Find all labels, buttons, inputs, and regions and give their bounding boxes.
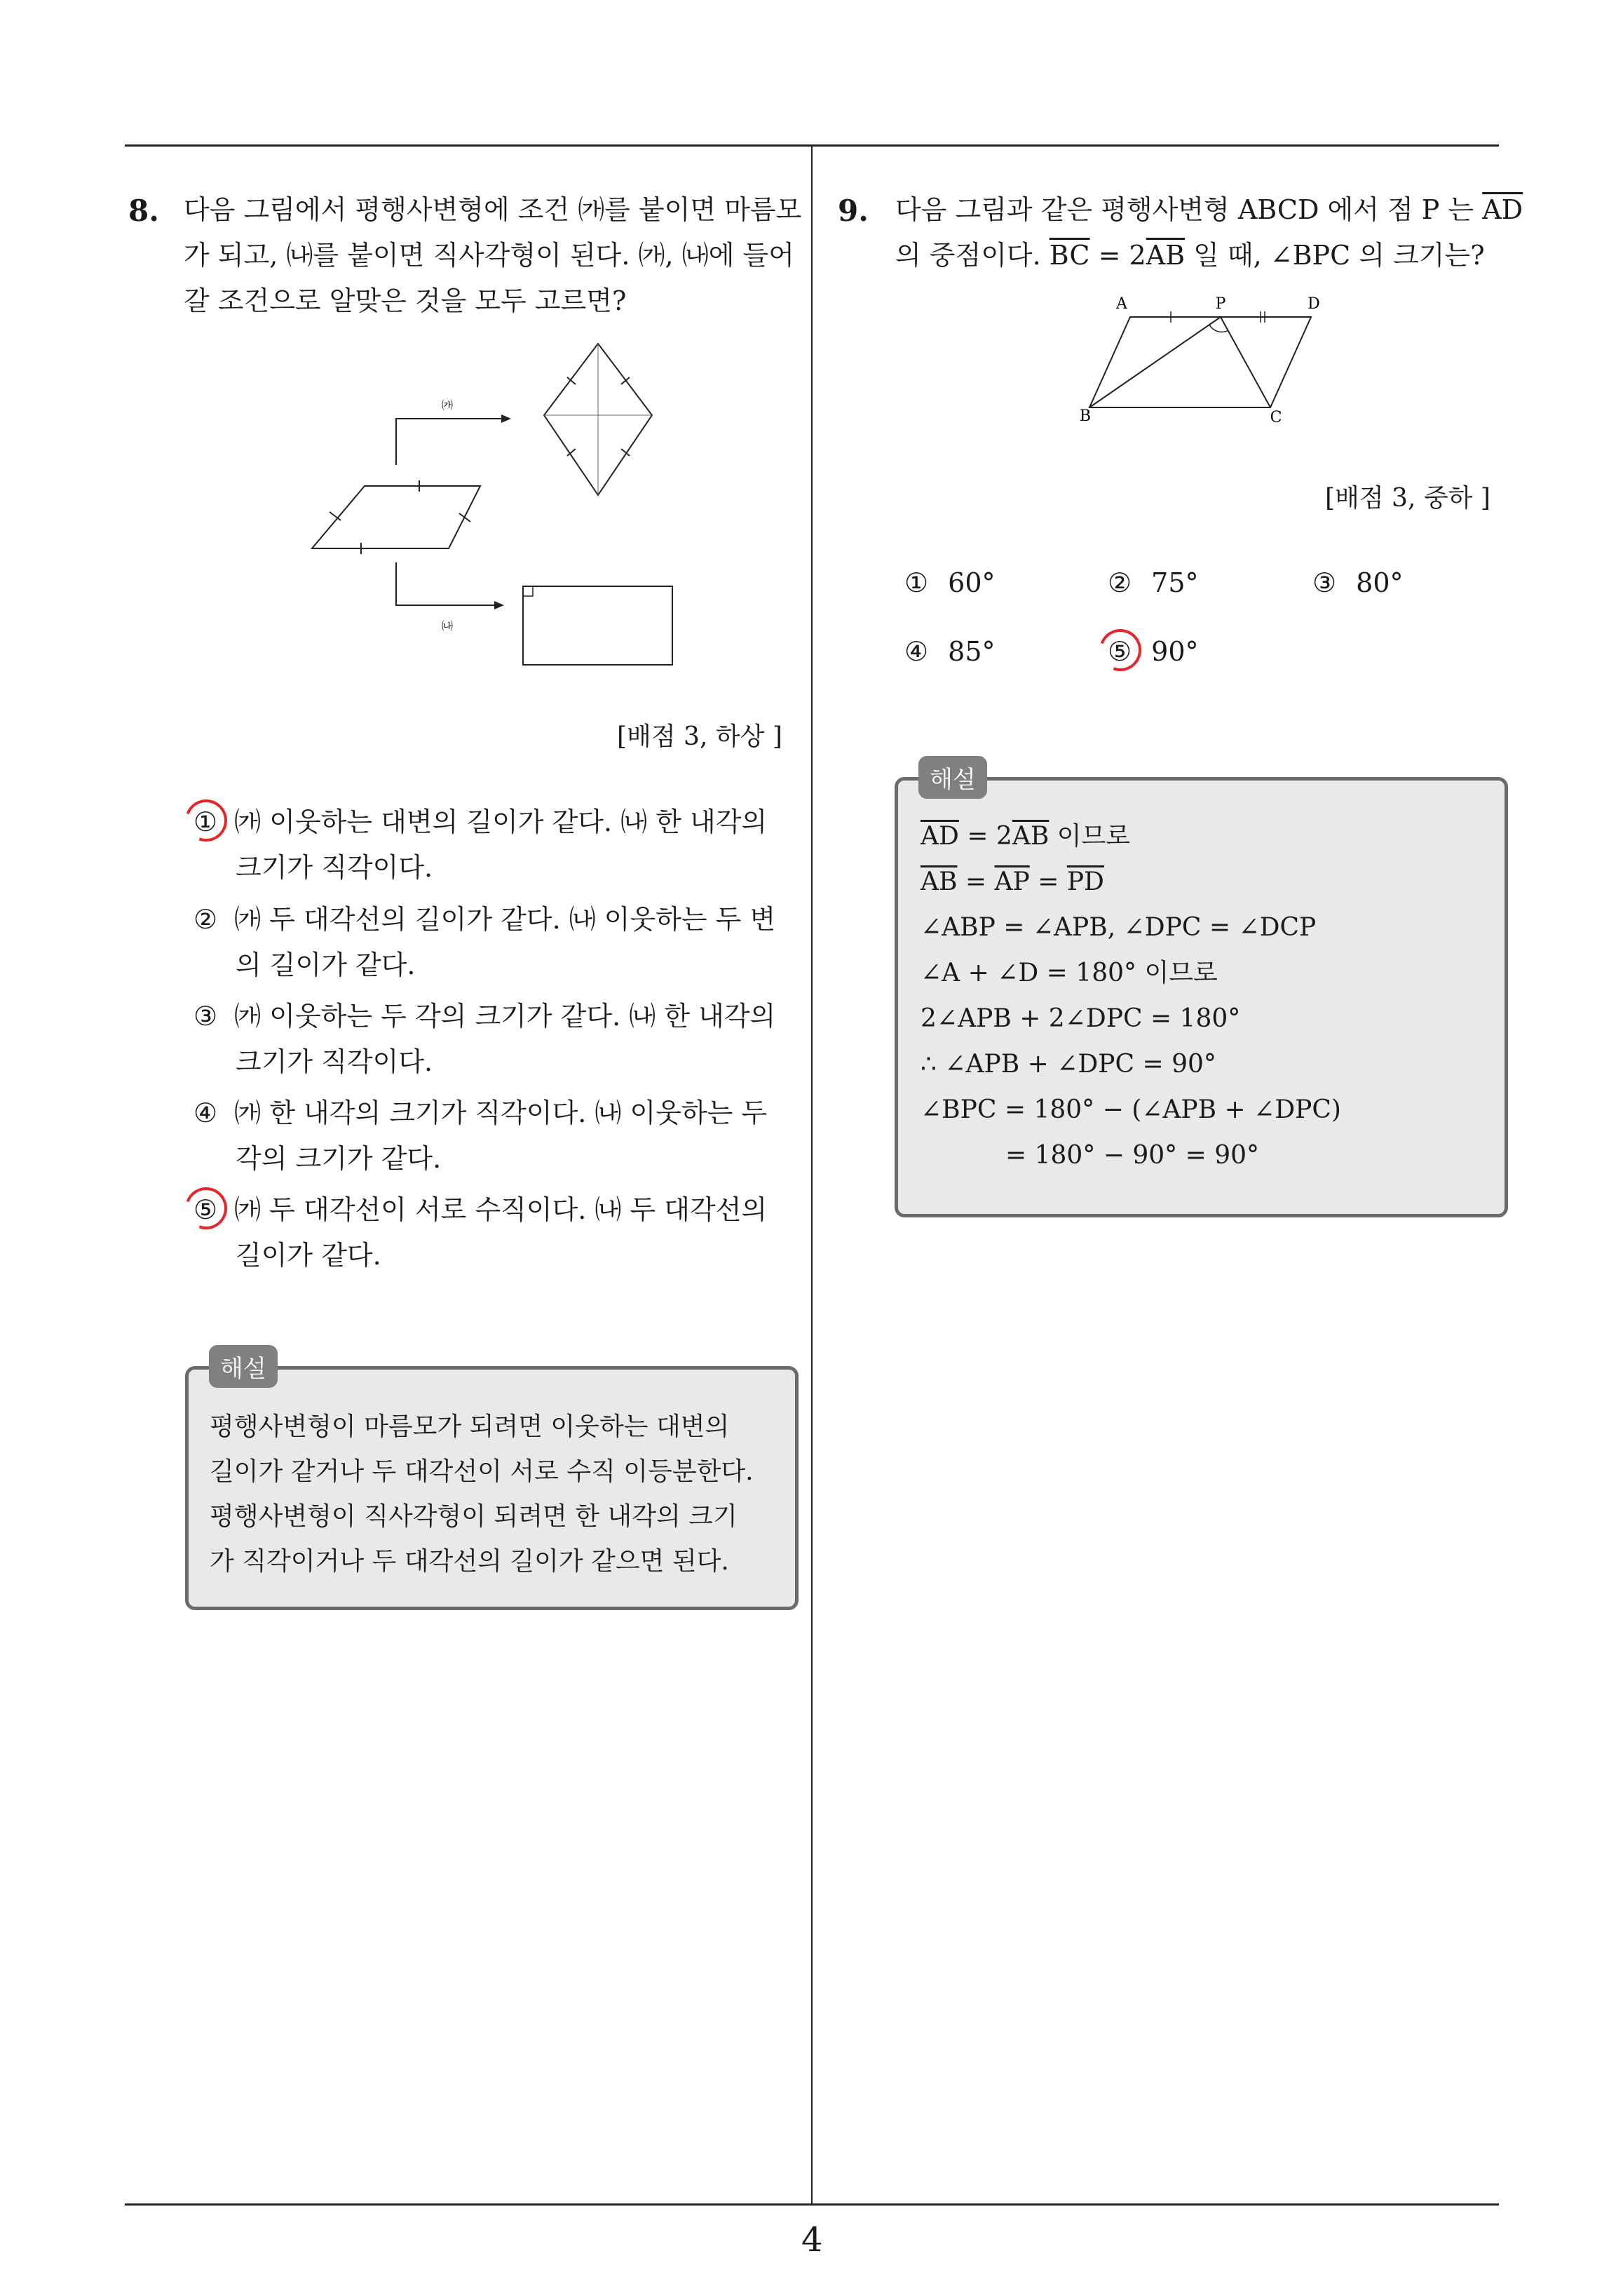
right-angle-mark — [523, 586, 533, 596]
vertex-c: C — [1270, 409, 1282, 426]
q8-score: [배점 3, 하상 ] — [617, 722, 782, 751]
tick-mark — [459, 513, 470, 522]
selected-answer-mark — [178, 792, 234, 849]
q8-option-2[interactable] — [193, 906, 775, 933]
option-value: 80° — [1356, 567, 1404, 598]
arrow-na — [396, 562, 496, 605]
q9-text-part: 의 중점이다. — [895, 240, 1050, 271]
q8-text-line-3: 갈 조건으로 알맞은 것을 모두 고르면? — [184, 285, 627, 316]
bottom-rule — [125, 2203, 1499, 2206]
segment-pd: $\overline{PD}$ — [1066, 867, 1104, 896]
q8-option-4[interactable] — [193, 1100, 767, 1126]
q9-option-4[interactable] — [904, 638, 996, 665]
segment-ap: $\overline{AP}$ — [994, 867, 1030, 896]
q8-number: 8. — [128, 194, 159, 228]
q9-solution-line-3: ∠ABP = ∠APB, ∠DPC = ∠DCP — [921, 913, 1317, 942]
q8-figure — [301, 337, 694, 680]
option-value: 75° — [1151, 567, 1199, 598]
option-number: ④ — [904, 636, 929, 667]
q8-option-1[interactable] — [193, 806, 768, 837]
vertex-b: B — [1079, 407, 1092, 425]
selected-answer-mark — [178, 1180, 234, 1236]
q9-solution-line-5: 2∠APB + 2∠DPC = 180° — [921, 1004, 1241, 1033]
label-ga: ㈎ — [441, 398, 454, 412]
column-divider — [811, 144, 813, 2205]
solution-text: 이므로 — [1049, 822, 1131, 851]
q9-option-1[interactable] — [904, 569, 996, 596]
label-na: ㈏ — [441, 619, 454, 633]
option-number: ① — [193, 806, 218, 837]
segment-ad: $\overline{AD}$ — [921, 822, 959, 851]
arrowhead-icon — [501, 414, 511, 423]
q9-number: 9. — [838, 194, 869, 228]
solution-text: = — [957, 867, 995, 896]
option-text: ㈎ 이웃하는 대변의 길이가 같다. ㈏ 한 내각의 — [234, 806, 768, 837]
q9-solution-line-1 — [921, 824, 1130, 849]
q9-solution-box — [895, 777, 1508, 1217]
option-number: ③ — [193, 1001, 218, 1032]
q8-solution-line-1: 평행사변형이 마름모가 되려면 이웃하는 대변의 — [210, 1412, 730, 1441]
q9-text-part: = 2 — [1089, 240, 1146, 271]
segment-ab: $\overline{AB}$ — [1146, 240, 1186, 271]
option-value: 85° — [948, 636, 996, 667]
q8-solution-line-2: 길이가 같거나 두 대각선이 서로 수직 이등분한다. — [210, 1457, 754, 1486]
rectangle-shape — [523, 586, 672, 665]
q9-text-line-2 — [895, 242, 1485, 269]
option-number: ④ — [193, 1098, 218, 1128]
segment-ad: $\overline{AD}$ — [1482, 194, 1523, 225]
q8-option-1-line-2: 크기가 직각이다. — [236, 852, 433, 883]
arrow-ga — [396, 419, 503, 465]
q8-option-4-line-2: 각의 크기가 같다. — [236, 1143, 442, 1174]
q9-option-3[interactable] — [1312, 569, 1404, 596]
q9-text-line-1 — [895, 196, 1523, 223]
q9-score: [배점 3, 중하 ] — [1325, 484, 1490, 513]
q8-solution-line-4: 가 직각이거나 두 대각선의 길이가 같으면 된다. — [210, 1547, 729, 1576]
option-value: 90° — [1151, 636, 1199, 667]
q8-solution-line-3: 평행사변형이 직사각형이 되려면 한 내각의 크기 — [210, 1502, 738, 1531]
option-value: 60° — [948, 567, 996, 598]
page-number: 4 — [801, 2220, 823, 2260]
q9-solution-line-8: = 180° − 90° = 90° — [1005, 1141, 1260, 1170]
q9-solution-line-6: ∴ ∠APB + ∠DPC = 90° — [921, 1050, 1216, 1079]
q8-text-line-2: 가 되고, ㈏를 붙이면 직사각형이 된다. ㈎, ㈏에 들어 — [184, 240, 794, 271]
option-text: ㈎ 이웃하는 두 각의 크기가 같다. ㈏ 한 내각의 — [234, 1001, 776, 1032]
q8-option-5-line-2: 길이가 같다. — [236, 1240, 381, 1271]
solution-text: = — [1029, 867, 1067, 896]
point-p: P — [1215, 295, 1226, 313]
option-number: ③ — [1312, 567, 1337, 598]
q9-text-part: 일 때, ∠BPC 의 크기는? — [1185, 240, 1485, 271]
segment-bc: $\overline{BC}$ — [1049, 240, 1090, 271]
q9-solution-tab: 해설 — [918, 756, 987, 799]
q9-solution-line-4: ∠A + ∠D = 180° 이므로 — [921, 959, 1218, 987]
segment-ab: $\overline{AB}$ — [921, 867, 958, 896]
option-number: ⑤ — [1108, 636, 1132, 667]
q8-text-line-1: 다음 그림에서 평행사변형에 조건 ㈎를 붙이면 마름모 — [184, 194, 802, 225]
option-number: ① — [904, 567, 929, 598]
q9-text-part: 다음 그림과 같은 평행사변형 ABCD 에서 점 P 는 — [895, 194, 1483, 225]
q8-solution-tab: 해설 — [209, 1345, 278, 1388]
arrowhead-icon — [494, 601, 504, 609]
option-number: ⑤ — [193, 1194, 218, 1225]
q8-option-3-line-2: 크기가 직각이다. — [236, 1046, 433, 1077]
segment-ab: $\overline{AB}$ — [1012, 822, 1050, 851]
q8-option-5[interactable] — [193, 1196, 767, 1223]
q9-option-2[interactable] — [1108, 569, 1199, 596]
option-number: ② — [193, 904, 218, 935]
option-text: ㈎ 두 대각선의 길이가 같다. ㈏ 이웃하는 두 변 — [234, 904, 776, 935]
vertex-d: D — [1308, 295, 1320, 313]
q9-solution-line-7: ∠BPC = 180° − (∠APB + ∠DPC) — [921, 1095, 1341, 1124]
q9-solution-line-2 — [921, 867, 1104, 896]
q8-option-3[interactable] — [193, 1001, 776, 1032]
q8-solution-box — [185, 1366, 799, 1610]
q9-figure — [1073, 295, 1339, 435]
option-number: ② — [1108, 567, 1132, 598]
selected-answer-mark — [1092, 622, 1148, 678]
option-text: ㈎ 두 대각선이 서로 수직이다. ㈏ 두 대각선의 — [234, 1194, 768, 1225]
option-text: ㈎ 한 내각의 크기가 직각이다. ㈏ 이웃하는 두 — [234, 1098, 768, 1128]
q8-option-2-line-2: 의 길이가 같다. — [236, 950, 416, 980]
vertex-a: A — [1116, 295, 1127, 313]
solution-text: = 2 — [958, 822, 1012, 851]
